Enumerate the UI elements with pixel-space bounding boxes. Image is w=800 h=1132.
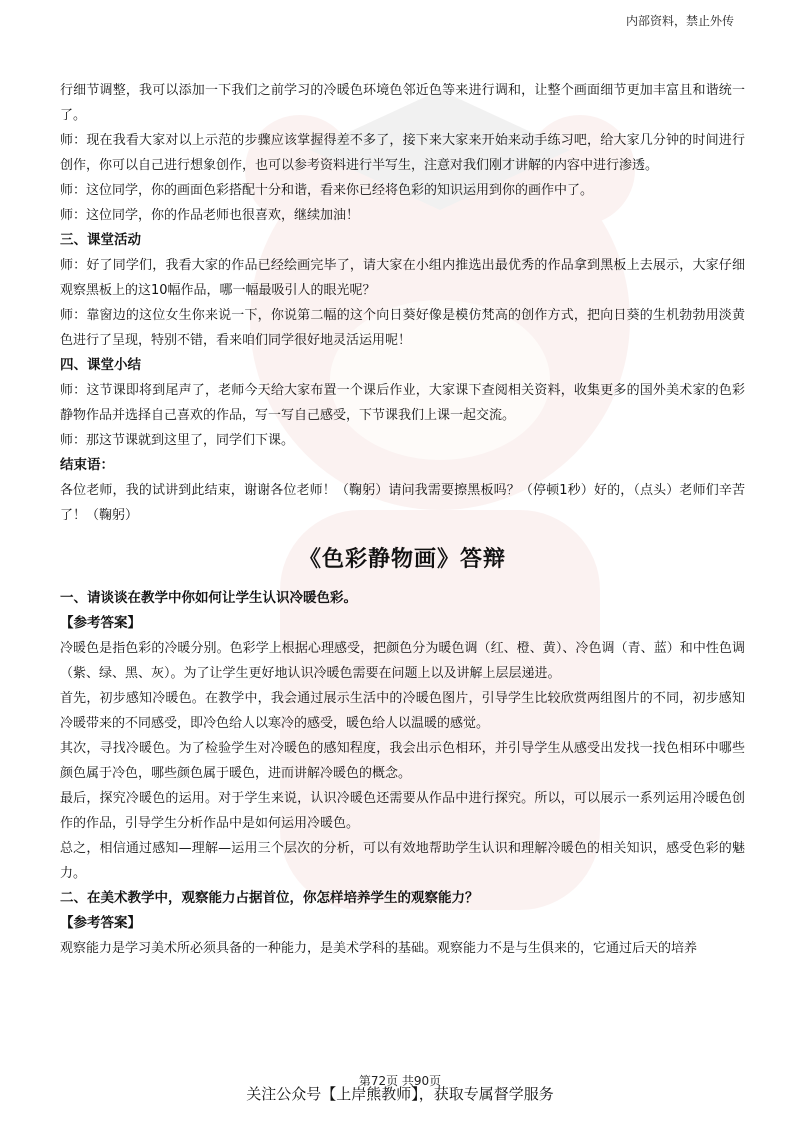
paragraph: 观察能力是学习美术所必须具备的一种能力，是美术学科的基础。观察能力不是与生俱来的，它通过后天的培养	[60, 941, 698, 956]
paragraph: 师：靠窗边的这位女生你来说一下，你说第二幅的这个向日葵好像是模仿梵高的创作方式，把向日葵的生机勃勃用淡黄色进行了呈现，特别不错，看来咱们同学很好地灵活运用呢！	[60, 308, 745, 348]
section-heading: 结束语：	[60, 457, 114, 473]
paragraph: 师：这节课即将到尾声了，老师今天给大家布置一个课后作业，大家课下查阅相关资料，收集更多的国外美术家的色彩静物作品并选择自己喜欢的作品，写一写自己感受，下节课我们上课一起交流。	[60, 383, 745, 423]
page-number: 第72页 共90页	[358, 1074, 442, 1088]
section-heading: 【参考答案】	[60, 615, 141, 631]
paragraph: 各位老师，我的试讲到此结束，谢谢各位老师！（鞠躬）请问我需要擦黑板吗？（停顿1秒）好的，（点头）老师们辛苦了！（鞠躬）	[60, 483, 745, 523]
document-body	[60, 78, 745, 961]
paragraph: 首先，初步感知冷暖色。在教学中，我会通过展示生活中的冷暖色图片，引导学生比较欣赏两组图片的不同，初步感知冷暖带来的不同感受，即冷色给人以寒冷的感受，暖色给人以温暖的感觉。	[60, 691, 745, 731]
section-heading: 二、在美术教学中，观察能力占据首位，你怎样培养学生的观察能力？	[60, 890, 479, 906]
paragraph: 其次，寻找冷暖色。为了检验学生对冷暖色的感知程度，我会出示色相环，并引导学生从感受出发找一找色相环中哪些颜色属于冷色，哪些颜色属于暖色，进而讲解冷暖色的概念。	[60, 741, 745, 781]
confidential-notice: 内部资料，禁止外传	[625, 14, 734, 28]
paragraph: 冷暖色是指色彩的冷暖分别。色彩学上根据心理感受，把颜色分为暖色调（红、橙、黄）、冷色调（青、蓝）和中性色调（紫、绿、黑、灰）。为了让学生更好地认识冷暖色需要在问题上以及讲解上层层递进。	[60, 641, 745, 681]
paragraph: 最后，探究冷暖色的运用。对于学生来说，认识冷暖色还需要从作品中进行探究。所以，可以展示一系列运用冷暖色创作的作品，引导学生分析作品中是如何运用冷暖色。	[60, 791, 745, 831]
section-heading: 四、课堂小结	[60, 357, 141, 373]
paragraph: 师：这位同学，你的画面色彩搭配十分和谐，看来你已经将色彩的知识运用到你的画作中了。	[60, 183, 594, 198]
paragraph: 师：这位同学，你的作品老师也很喜欢，继续加油！	[60, 208, 360, 223]
section-heading: 【参考答案】	[60, 915, 141, 931]
section-heading: 三、课堂活动	[60, 232, 141, 248]
promo-banner: 关注公众号【上岸熊教师】，获取专属督学服务	[246, 1085, 554, 1103]
paragraph: 师：现在我看大家对以上示范的步骤应该掌握得差不多了，接下来大家来开始来动手练习吧，给大家几分钟的时间进行创作，你可以自己进行想象创作，也可以参考资料进行半写生，注意对我们刚才讲解的内容中进行渗透。	[60, 133, 745, 173]
paragraph: 总之，相信通过感知—理解—运用三个层次的分析，可以有效地帮助学生认识和理解冷暖色的相关知识，感受色彩的魅力。	[60, 841, 745, 881]
paragraph: 行细节调整，我可以添加一下我们之前学习的冷暖色环境色邻近色等来进行调和，让整个画面细节更加丰富且和谐统一了。	[60, 83, 745, 123]
paragraph: 师：那这节课就到这里了，同学们下课。	[60, 433, 295, 448]
section-heading: 一、请谈谈在教学中你如何让学生认识冷暖色彩。	[60, 590, 357, 606]
paragraph: 师：好了同学们，我看大家的作品已经绘画完毕了，请大家在小组内推选出最优秀的作品拿到黑板上去展示，大家仔细观察黑板上的这10幅作品，哪一幅最吸引人的眼光呢？	[60, 258, 745, 298]
section-title: 《色彩静物画》答辩	[298, 547, 506, 572]
